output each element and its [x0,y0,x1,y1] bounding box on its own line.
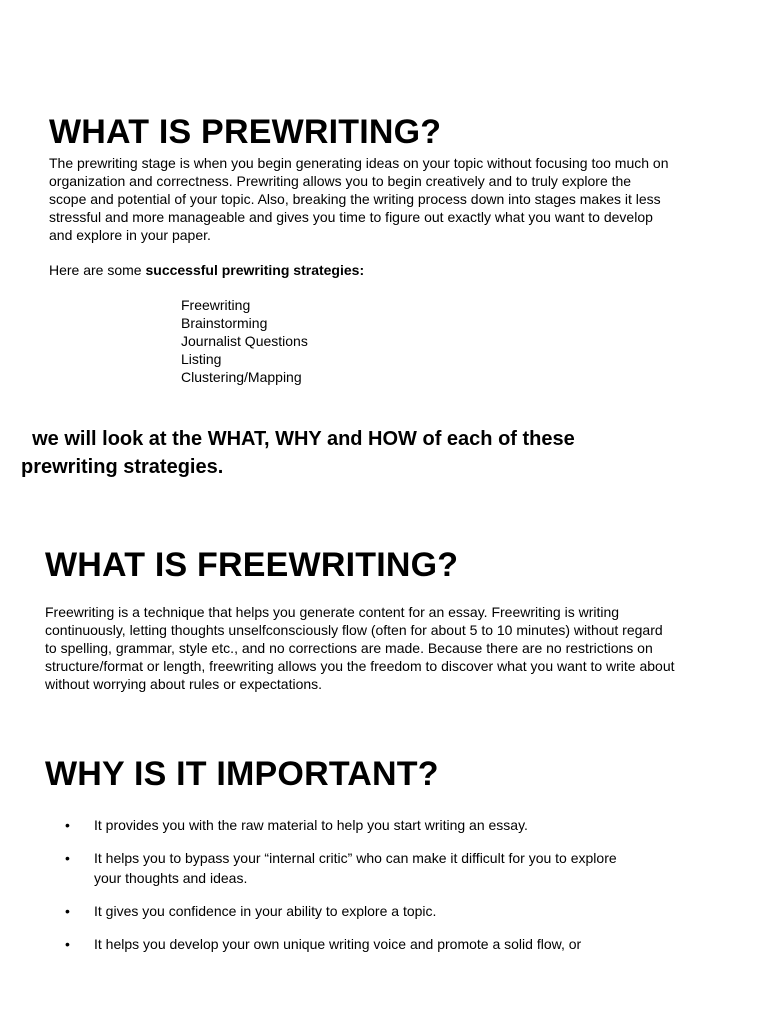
bullet-text: It helps you develop your own unique writing voice and promote a solid flow, or [94,936,582,952]
callout-line: prewriting strategies. [21,456,224,478]
freewriting-definition-paragraph [45,603,675,693]
importance-bullet-list [65,815,705,967]
intro-line: and explore in your paper. [49,227,211,243]
list-item: Listing [181,351,222,367]
callout-line: we will look at the WHAT, WHY and HOW of each of these [21,428,575,450]
body-line: structure/format or length, freewriting allows you the freedom to discover what you want to write about [45,658,675,674]
strategies-lead-text: Here are some [49,262,146,278]
strategies-lead-bold: successful prewriting strategies: [145,262,365,278]
bullet-text: It helps you to bypass your “internal critic” who can make it difficult for you to explore [94,850,617,866]
strategies-list [181,296,308,386]
intro-line: The prewriting stage is when you begin generating ideas on your topic without focusing too much on [49,155,669,171]
list-item: Clustering/Mapping [181,369,302,385]
bullet-text: It gives you confidence in your ability to explore a topic. [94,903,437,919]
list-item: Journalist Questions [181,333,308,349]
bullet-icon: • [65,817,70,833]
list-item [65,815,705,835]
body-line: continuously, letting thoughts unselfconsciously flow (often for about 5 to 10 minutes) without regard [45,622,663,638]
intro-line: scope and potential of your topic. Also, breaking the writing process down into stages makes it less [49,191,661,207]
section-title-freewriting: WHAT IS FREEWRITING? [45,546,459,584]
overview-callout [21,425,575,481]
intro-line: stressful and more manageable and gives you time to figure out exactly what you want to develop [49,209,653,225]
body-line: Freewriting is a technique that helps you generate content for an essay. Freewriting is writing [45,604,620,620]
list-item [65,901,705,921]
section-title-prewriting: WHAT IS PREWRITING? [49,113,442,151]
bullet-text: It provides you with the raw material to help you start writing an essay. [94,817,528,833]
body-line: to spelling, grammar, style etc., and no corrections are made. Because there are no restrictions on [45,640,653,656]
list-item: Brainstorming [181,315,268,331]
prewriting-intro-paragraph [49,154,669,244]
list-item [65,848,705,888]
bullet-text: your thoughts and ideas. [94,870,248,886]
list-item: Freewriting [181,297,251,313]
section-title-importance: WHY IS IT IMPORTANT? [45,755,439,793]
list-item [65,934,705,954]
body-line: without worrying about rules or expectations. [45,676,323,692]
bullet-icon: • [65,850,70,866]
bullet-icon: • [65,936,70,952]
strategies-lead-sentence [49,261,364,279]
bullet-icon: • [65,903,70,919]
intro-line: organization and correctness. Prewriting allows you to begin creatively and to truly explore the [49,173,632,189]
